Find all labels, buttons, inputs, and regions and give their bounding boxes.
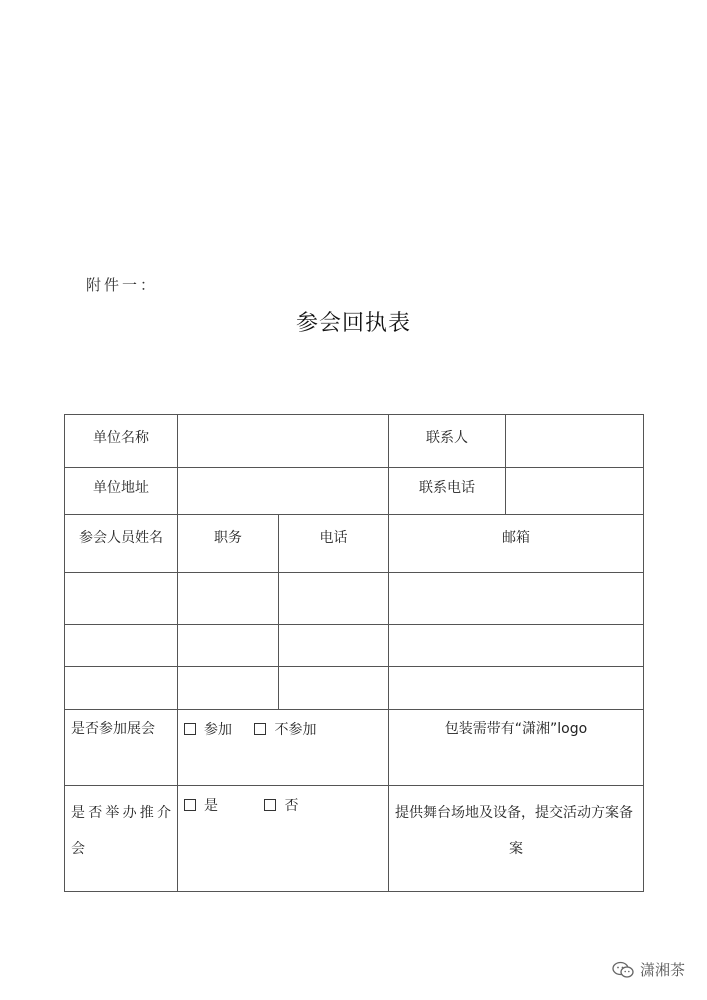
attendee-row: [65, 667, 644, 710]
promotion-yes-option[interactable]: [184, 795, 218, 815]
unit-address-field[interactable]: [178, 468, 389, 515]
contact-phone-label: 联系电话: [389, 468, 506, 515]
unit-name-row: [65, 415, 644, 468]
promotion-note-line2: 案: [509, 841, 523, 857]
attachment-label: 附件一：: [86, 276, 159, 294]
not-attend-option[interactable]: [254, 719, 316, 739]
checkbox-icon[interactable]: [254, 723, 266, 735]
exhibition-options: [178, 710, 389, 786]
attendee-phone-cell[interactable]: [279, 573, 389, 625]
checkbox-icon[interactable]: [184, 799, 196, 811]
promotion-note: [389, 786, 644, 892]
unit-name-label: 单位名称: [65, 415, 178, 468]
promotion-no-label: 否: [284, 798, 299, 814]
promotion-row: [65, 786, 644, 892]
contact-person-field[interactable]: [506, 415, 644, 468]
attendee-phone-cell[interactable]: [279, 667, 389, 710]
attendee-email-cell[interactable]: [389, 667, 644, 710]
attendee-header-row: [65, 515, 644, 573]
attendee-name-header: 参会人员姓名: [65, 515, 178, 573]
exhibition-note: 包装需带有“潇湘”logo: [389, 710, 644, 786]
email-header: 邮箱: [389, 515, 644, 573]
unit-name-field[interactable]: [178, 415, 389, 468]
unit-address-row: [65, 468, 644, 515]
promotion-no-option[interactable]: [264, 795, 298, 815]
attendee-email-cell[interactable]: [389, 625, 644, 667]
contact-phone-field[interactable]: [506, 468, 644, 515]
wechat-icon: [612, 961, 634, 979]
contact-person-label: 联系人: [389, 415, 506, 468]
attendee-row: [65, 573, 644, 625]
unit-address-label: 单位地址: [65, 468, 178, 515]
attendee-name-cell[interactable]: [65, 667, 178, 710]
watermark: [612, 959, 685, 980]
promotion-label-line2: 会: [71, 841, 85, 857]
checkbox-icon[interactable]: [264, 799, 276, 811]
promotion-note-line1: 提供舞台场地及设备，提交活动方案备: [395, 805, 633, 821]
checkbox-icon[interactable]: [184, 723, 196, 735]
position-header: 职务: [178, 515, 279, 573]
page-title: 参会回执表: [295, 311, 411, 336]
promotion-options: [178, 786, 389, 892]
receipt-form-table: [64, 414, 644, 892]
attendee-phone-cell[interactable]: [279, 625, 389, 667]
attendee-position-cell[interactable]: [178, 573, 279, 625]
attendee-name-cell[interactable]: [65, 573, 178, 625]
watermark-text: 潇湘茶: [639, 961, 685, 979]
attendee-position-cell[interactable]: [178, 667, 279, 710]
not-attend-option-label: 不参加: [274, 722, 317, 738]
attendee-row: [65, 625, 644, 667]
attendee-position-cell[interactable]: [178, 625, 279, 667]
promotion-label-line1: 是否举办推介: [71, 805, 171, 821]
exhibition-label: 是否参加展会: [65, 710, 178, 786]
attend-option-label: 参加: [204, 722, 232, 738]
attend-option[interactable]: [184, 719, 232, 739]
exhibition-row: [65, 710, 644, 786]
attendee-name-cell[interactable]: [65, 625, 178, 667]
attendee-email-cell[interactable]: [389, 573, 644, 625]
promotion-yes-label: 是: [204, 798, 218, 814]
phone-header: 电话: [279, 515, 389, 573]
promotion-label: [65, 786, 178, 892]
